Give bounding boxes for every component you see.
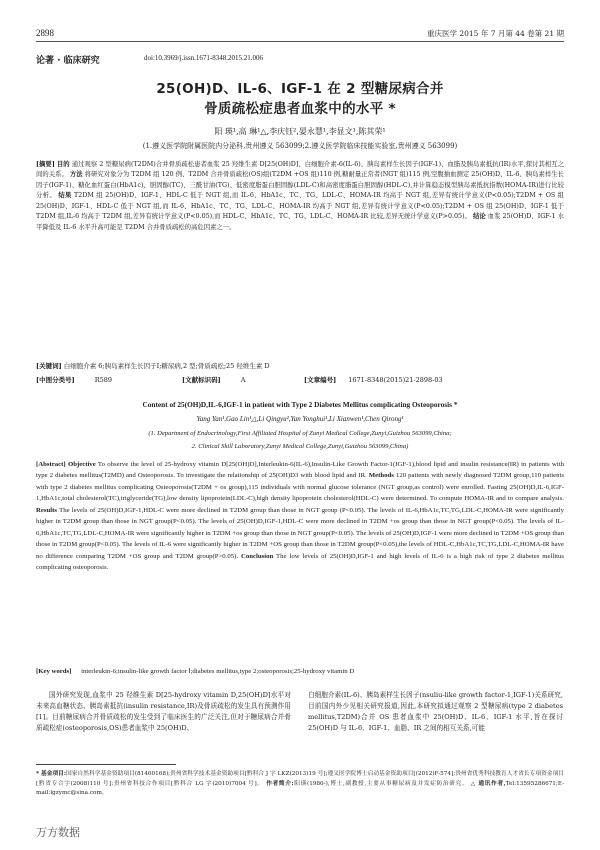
doc-code: A bbox=[240, 376, 246, 384]
clc-code: R589 bbox=[94, 376, 113, 384]
keywords-en-label: [Key words] bbox=[36, 668, 72, 675]
results-en: The levels of 25(OH)D,IGF-1,HDL-C were more declined in T2DM group than those in NGT group (P<0.05). The levels of IL-6,HbA1c,TC,TG,LDL-C,HOMA-IR were significantly higher in T2DM group than those in NGT group(P<0.05). The levels of 25(OH)D,IGF-1,HDL-C were more declined in T2DM +os group than those in NGT group(P<0.05). The levels of IL-6,HbA1c,TC,TG,LDL-C,HOMA-IR were significantly higher in T2DM +os group than those in NGT group(P<0.05). The levels of 25(OH)D,IGF-1 were more declined in T2DM +OS group than those in T2DM group(P<0.05). The levels of IL-6 were significantly higher in T2DM +OS group than those in T2DM group(P<0.05),the levels of HDL-C,HbA1c,TC,TG,LDL-C,HOMA-IR have no difference comparing T2DM +OS group and T2DM group(P>0.05). bbox=[36, 506, 564, 560]
body-left-column: 国外研究发现,血浆中 25 羟维生素 D[25-hydroxy vitamin D,25(OH)D]水平对未来高血糖状态、胰岛素抵抗(insulin resistance,IR)及骨质疏松的发生具有预测作用[1]。目前糖尿病合并骨质疏松的发生受到了临床医生的广泛关注,但对于糖尿病合并骨质疏松症(osteoporosis,OS)患者血浆中 25(OH)D、 bbox=[36, 691, 291, 733]
page-number: 2898 bbox=[36, 28, 54, 38]
methods-en-label: Methods bbox=[368, 472, 394, 480]
title-cn-line2: 骨质疏松症患者血浆中的水平 * bbox=[204, 101, 396, 117]
article-number: 1671-8348(2015)21-2898-03 bbox=[348, 376, 443, 384]
title-en: Content of 25(OH)D,IL-6,IGF-1 in patient with Type 2 Diabetes Mellitus complicating Osteoporosis * bbox=[142, 400, 458, 409]
keywords-en bbox=[36, 667, 564, 675]
objective-cn-label: 目的 bbox=[56, 161, 70, 168]
doc-code-label: [文献标识码] bbox=[182, 376, 221, 384]
affiliations-cn: (1.遵义医学院附属医院内分泌科,贵州遵义 563099;2.遵义医学院临床技能实验室,贵州遵义 563099) bbox=[142, 142, 458, 150]
fund-label: * 基金项目: bbox=[36, 771, 67, 777]
column-label: 论著 · 临床研究 bbox=[36, 56, 100, 66]
keywords-cn bbox=[36, 361, 270, 370]
keywords-cn-text: 白细胞介素 6;胰岛素样生长因子Ⅰ;糖尿病,2 型;骨质疏松;25 羟维生素 D bbox=[63, 362, 270, 370]
author-bio: 阳瑛(1980-),博士,副教授,主要从事糖尿病及并发症防治研究。 bbox=[293, 780, 469, 787]
author-bio-label: 作者简介: bbox=[266, 780, 294, 787]
abstract-en-label: [Abstract] bbox=[36, 461, 66, 468]
abstract-cn-label: [摘要] bbox=[36, 161, 55, 168]
methods-cn-label: 方法 bbox=[69, 171, 83, 179]
methods-en: 120 patients with newly diagnosed T2DM group,110 patients with type 2 diabetes mellitus complicating Osteoporosis(T2DM + os group),115 individuals with normal glucose tolerance (NGT group,as control) were enrolled. Fasting 25(OH)D,IL-6,IGF-1,HbA1c,total cholesterol(TC),triglyceride(TG),low density lipoprotein(LDL-C),high density lipoprotein cholesterol(HDL-C) were determined. To compute HOMA-IR and to compare analysis. bbox=[36, 472, 565, 503]
title-cn-line1: 25(OH)D、IL-6、IGF-1 在 2 型糖尿病合并 bbox=[156, 81, 444, 97]
keywords-cn-label: [关键词] bbox=[36, 362, 62, 370]
body-right-column: 白细胞介素(IL-6)、胰岛素样生长因子(nsuliu-like growth factor-1,IGF-1)关系研究,目前国内外少见相关研究报道,因此,本研究拟通过观察 2 型糖尿病(type 2 diabetes mellitus,T2DM)合并 OS 患者血浆中 25(OH)D、IL-6、IGF-1 水平,旨在探讨 25(OH)D 与 IL-6、IGF-1、血脂、IR 之间的相互关系,可能 bbox=[308, 691, 563, 733]
doi: doi:10.3969/j.issn.1671-8348.2015.21.006 bbox=[144, 54, 264, 62]
corresponding-contact: Tel:13595286671;E-mail:lgzymc@sina.com。 bbox=[36, 780, 565, 797]
objective-en: To observe the level of 25-hydroxy vitamin D[25(OH)D],Interleukin-6(IL-6),Insulin-Like Growth Factor-1(IGF-1),blood lipid and insulin resistance(IR) in patients with type 2 diabetes mellitus(T2MD) and Osteoporosis. To investigate the relationship of 25(OH)D3 with blood lipid and IR. bbox=[36, 461, 564, 480]
results-en-label: Results bbox=[36, 506, 58, 514]
clc-label: [中图分类号] bbox=[36, 376, 75, 384]
header-rule bbox=[36, 41, 564, 42]
journal-header: 重庆医学 2015 年 7 月第 44 卷第 21 期 bbox=[426, 29, 564, 38]
footnotes bbox=[36, 770, 564, 799]
conclusion-en-label: Conclusion bbox=[240, 552, 274, 560]
abstract-cn bbox=[36, 160, 564, 233]
conclusion-cn-label: 结论 bbox=[472, 213, 486, 221]
corresponding-label: △ 通讯作者, bbox=[470, 780, 506, 787]
keywords-en-text: interleukin-6;insulin-like growth factor Ⅰ;diabetes mellitus,type 2;osteoporosis;25-hydroxy vitamin D bbox=[81, 668, 355, 675]
affiliations-en-line1: (1. Department of Endocrinology,First Affiliated Hospital of Zunyi Medical College,Zunyi,Guizhou 563099,China; bbox=[148, 430, 452, 437]
conclusion-en: The low levels of 25(OH)D,IGF-1 and high levels of IL-6 is a high risk of type 2 diabetes mellitus complicating osteoporosis. bbox=[36, 552, 564, 572]
authors-en: Yang Yan¹,Gao Lin¹△,Li Qingyu²,Yan Yonghui¹,Li Xianwen¹,Chen Qirong¹ bbox=[196, 415, 404, 423]
objective-en-label: Objective bbox=[67, 461, 96, 468]
methods-cn: 将研究对象分为 T2DM 组 120 例、T2DM 合并骨质疏松(OS)组(T2DM +OS 组)110 例,糖耐量正常者(NGT 组)115 例,空腹抽血测定 25(OH)D、IL-6、胰岛素样生长因子(IGF-1)、糖化血红蛋白(HbA1c)、胆固醇(TC)、三酰甘油(TG)、低密度脂蛋白胆固醇(LDL-C)和高密度脂蛋白胆固醇(HDL-C),并计算稳态模型胰岛素抵抗指数(HOMA-IR)进行比较分析。 bbox=[36, 171, 564, 200]
results-cn: T2DM 组 25(OH)D、IGF-1、HDL-C 低于 NGT 组,而 IL-6、HbA1c、TC、TG、LDL-C、HOMA-IR 均高于 NGT 组,差异有统计学意义(P<0.05);T2DM + OS 组 25(OH)D、IGF-1、HDL-C 低于 NGT 组,而 IL-6、HbA1c、TC、TG、LDL-C、HOMA-IR 均高于 NGT 组,差异有统计学意义(P<0.05);T2DM + OS 组 25(OH)D、IGF-1 低于 T2DM 组,IL-6 均高于 T2DM 组,差异有统计学意义(P<0.05),而 HDL-C、HbA1c、TC、TG、LDL-C、HOMA-IR 比较,差异无统计学意义(P>0.05)。 bbox=[36, 192, 564, 221]
article-number-label: [文章编号] bbox=[304, 376, 337, 384]
footnote-rule bbox=[36, 764, 176, 765]
objective-cn: 通过观察 2 型糖尿病(T2DM)合并骨质疏松患者血浆 25 羟维生素 D[25(OH)D]、白细胞介素-6(IL-6)、胰岛素样生长因子(IGF-1)、血脂及胰岛素抵抗(IR)水平,探讨其相互之间的关系。 bbox=[36, 161, 564, 179]
watermark: 万方数据 bbox=[36, 826, 80, 839]
abstract-en bbox=[36, 459, 564, 574]
conclusion-cn: 血浆 25(OH)D、IGF-1 水平降低及 IL-6 水平升高可能是 T2DM 合并骨质疏松的高危因素之一。 bbox=[36, 213, 564, 231]
affiliations-en-line2: 2. Clinical Skill Laboratory,Zunyi Medical College,Zunyi,Guizhou 563099,China) bbox=[191, 443, 409, 450]
fund-text: 国家自然科学基金资助项目(81460168);贵州省科学技术基金资助项目[黔科合 J 字 LKZ(2013)19 号];遵义医学院博士启动基金资助项目[(2012)F-574];贵州省优秀科技教育人才省长专项资金项目[黔省专合字(2008)110 号];贵州省科技合作项目[黔科合 LG 字(2010)7004 号]。 bbox=[36, 771, 564, 787]
results-cn-label: 结果 bbox=[58, 192, 72, 200]
authors-cn: 阳 瑛¹,高 琳¹△,李庆钰²,晏永慧¹,李显文¹,陈其荣¹ bbox=[214, 127, 386, 136]
